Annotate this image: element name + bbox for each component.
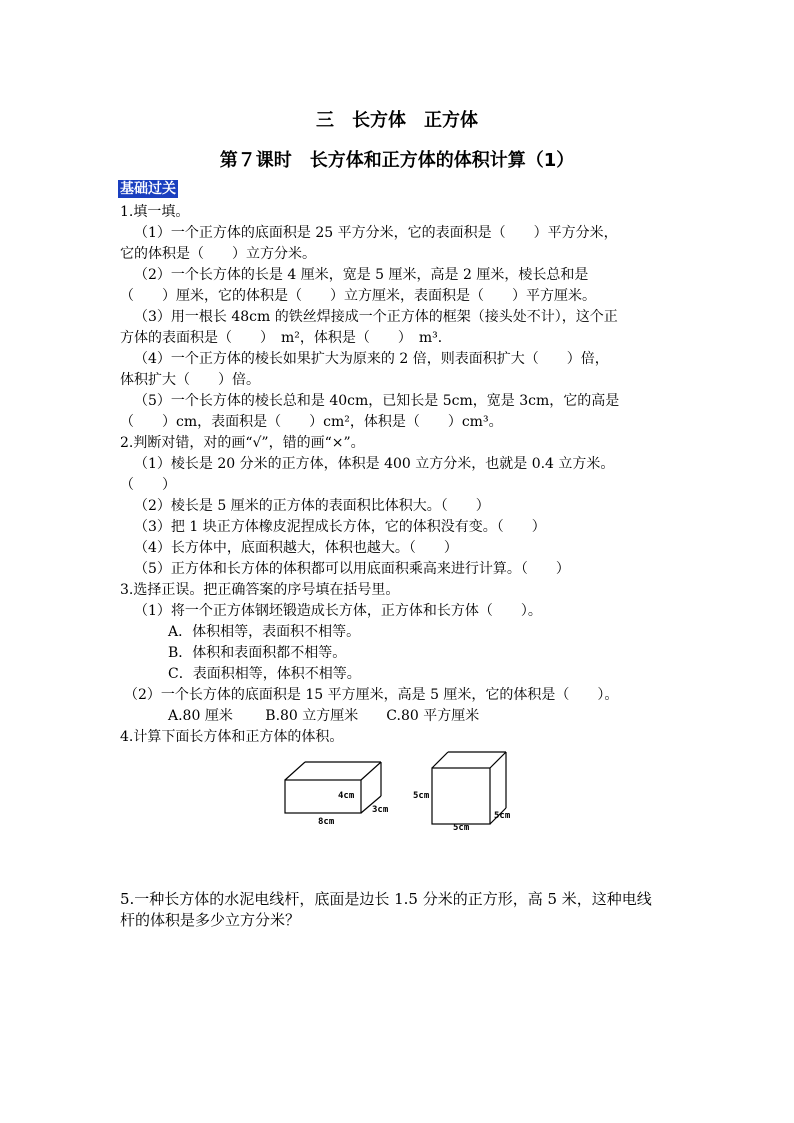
- cube-height-label: 5cm: [413, 791, 430, 801]
- q4-heading: 4.计算下面长方体和正方体的体积。: [120, 729, 344, 745]
- q3-option-a: A．体积相等，表面积不相等。: [168, 624, 361, 640]
- cube-length-label: 5cm: [453, 823, 470, 833]
- q1-line: （5）一个长方体的棱长总和是 40cm，已知长是 5cm，宽是 3cm，它的高是: [134, 393, 620, 409]
- q3-options: A.80 厘米 B.80 立方厘米 C.80 平方厘米: [168, 708, 480, 724]
- q2-line: （1）棱长是 20 分米的正方体，体积是 400 立方分米，也就是 0.4 立方米。: [134, 456, 615, 472]
- q1-line: （4）一个正方体的棱长如果扩大为原来的 2 倍，则表面积扩大（ ）倍，: [134, 351, 609, 367]
- q3-heading: 3.选择正误。把正确答案的序号填在括号里。: [120, 582, 400, 598]
- cuboid-height-label: 4cm: [338, 791, 355, 801]
- q1-line: （2）一个长方体的长是 4 厘米，宽是 5 厘米，高是 2 厘米，棱长总和是: [134, 267, 589, 283]
- page-title: 三 长方体 正方体: [316, 110, 478, 131]
- q2-line: （3）把 1 块正方体橡皮泥捏成长方体，它的体积没有变。（ ）: [134, 519, 546, 535]
- q3-line: （2）一个长方体的底面积是 15 平方厘米，高是 5 厘米，它的体积是（ ）。: [124, 687, 619, 703]
- cuboid-length-label: 8cm: [318, 817, 335, 827]
- q3-line: （1）将一个正方体钢坯锻造成长方体，正方体和长方体（ ）。: [134, 603, 542, 619]
- q1-line: （ ）cm，表面积是（ ）cm²，体积是（ ）cm³。: [120, 414, 503, 430]
- q5-line: 5.一种长方体的水泥电线杆，底面是边长 1.5 分米的正方形，高 5 米，这种电线: [120, 890, 652, 908]
- q2-line: （4）长方体中，底面积越大，体积也越大。（ ）: [134, 540, 458, 556]
- cuboid-figure: [280, 758, 400, 830]
- q1-line: （1）一个正方体的底面积是 25 平方分米，它的表面积是（ ）平方分米，: [134, 225, 618, 241]
- q1-line: 它的体积是（ ）立方分米。: [120, 246, 316, 262]
- q1-heading: 1.填一填。: [120, 204, 190, 220]
- q3-option-b: B．体积和表面积都不相等。: [168, 645, 347, 661]
- q1-line: 体积扩大（ ）倍。: [120, 372, 260, 388]
- q2-line: （ ）: [120, 477, 176, 493]
- q1-line: 方体的表面积是（ ） m²，体积是（ ） m³．: [120, 330, 452, 346]
- cube-depth-label: 5cm: [494, 811, 511, 821]
- cube-figure: [410, 750, 520, 838]
- section-badge: 基础过关: [120, 181, 176, 197]
- lesson-subtitle: 第７课时 长方体和正方体的体积计算（1）: [219, 150, 575, 171]
- q2-line: （5）正方体和长方体的体积都可以用底面积乘高来进行计算。（ ）: [134, 561, 570, 577]
- cuboid-width-label: 3cm: [372, 805, 389, 815]
- q2-line: （2）棱长是 5 厘米的正方体的表面积比体积大。（ ）: [134, 498, 490, 514]
- q1-line: （ ）厘米，它的体积是（ ）立方厘米，表面积是（ ）平方厘米。: [120, 288, 596, 304]
- q5-line: 杆的体积是多少立方分米？: [120, 911, 301, 929]
- q3-option-c: C．表面积相等，体积不相等。: [168, 666, 361, 682]
- q2-heading: 2.判断对错，对的画“√”，错的画“×”。: [120, 435, 365, 451]
- q1-line: （3）用一根长 48cm 的铁丝焊接成一个正方体的框架（接头处不计），这个正: [134, 309, 618, 325]
